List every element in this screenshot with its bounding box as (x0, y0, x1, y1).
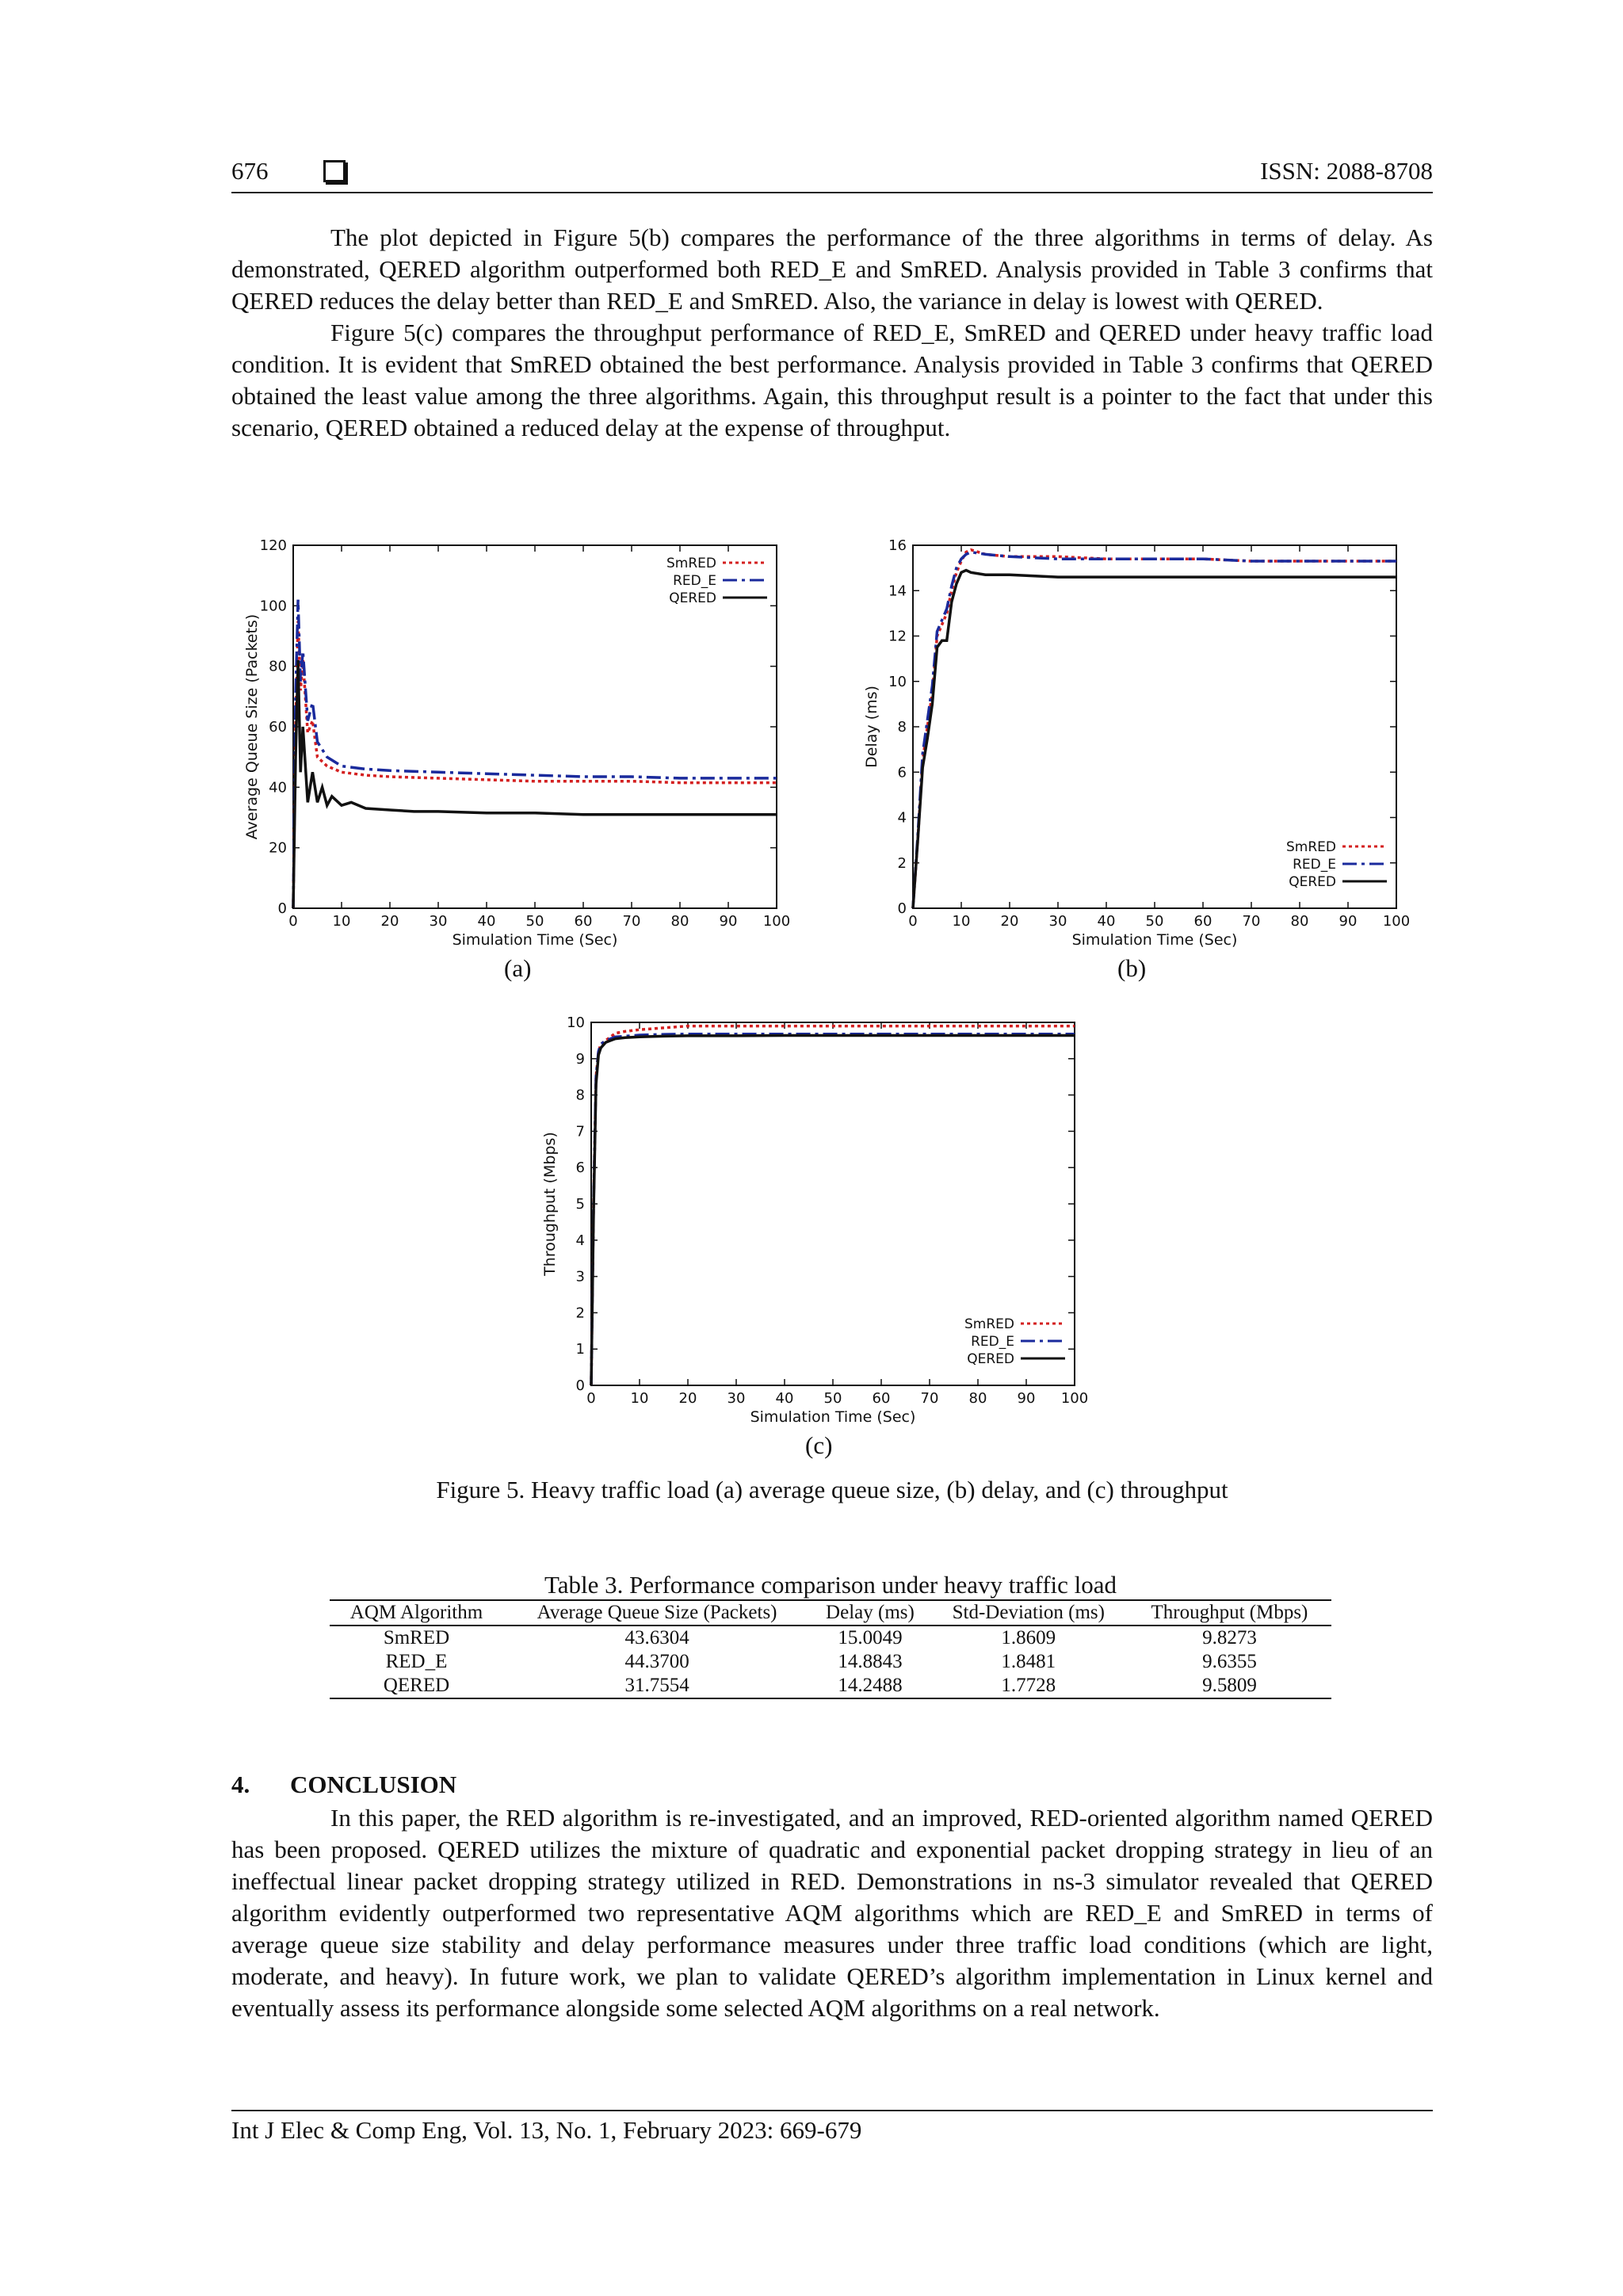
chart-a (238, 529, 808, 957)
x-tick-label: 60 (574, 913, 593, 930)
x-tick-label: 80 (968, 1390, 987, 1407)
conclusion-text (231, 1802, 1433, 2024)
y-tick-label: 120 (259, 537, 287, 554)
x-tick-label: 90 (1338, 913, 1358, 930)
column-header: Delay (ms) (826, 1602, 915, 1623)
y-axis-label: Throughput (Mbps) (541, 1132, 559, 1276)
table-cell: 9.6355 (1202, 1651, 1257, 1672)
y-tick-label: 0 (277, 900, 287, 917)
table-cell: 9.8273 (1202, 1627, 1257, 1648)
y-tick-label: 7 (575, 1123, 585, 1140)
y-tick-label: 1 (575, 1341, 585, 1358)
table-cell: QERED (383, 1675, 450, 1696)
y-tick-label: 0 (897, 900, 907, 917)
y-tick-label: 6 (897, 764, 907, 781)
x-tick-label: 60 (872, 1390, 891, 1407)
square-bullet-icon (323, 160, 346, 182)
y-tick-label: 5 (575, 1196, 585, 1213)
table-3 (330, 1571, 1331, 1699)
paragraph: The plot depicted in Figure 5(b) compares the performance of the three algorithms in terms of delay. As demonstrated, QERED algorithm outperformed both RED_E and SmRED. Analysis provided in Table 3 confirms that QERED reduces the delay better than RED_E and SmRED. Also, the variance in delay is lowest with QERED. (231, 223, 1433, 315)
series-line-smred (293, 621, 777, 908)
x-tick-label: 50 (823, 1390, 842, 1407)
table-cell: 1.8609 (1001, 1627, 1056, 1648)
table-cell: 43.6304 (624, 1627, 689, 1648)
legend-label: RED_E (971, 1334, 1014, 1350)
chart-c (536, 1007, 1106, 1435)
x-tick-label: 70 (622, 913, 641, 930)
table-row (330, 1650, 1331, 1674)
x-tick-label: 20 (380, 913, 399, 930)
x-tick-label: 30 (727, 1390, 746, 1407)
table-cell: 14.2488 (838, 1675, 903, 1696)
paragraph: In this paper, the RED algorithm is re-investigated, and an improved, RED-oriented algorithm named QERED has been proposed. QERED utilizes the mixture of quadratic and exponential packet dropping strategy in lieu of an ineffectual linear packet dropping strategy utilized in RED. Demonstrations in ns-3 simulator revealed that QERED algorithm evidently outperformed two representative AQM algorithms which are RED_E and SmRED in terms of average queue size stability and delay performance measures under three traffic load conditions (which are light, moderate, and heavy). In future work, we plan to validate QERED’s algorithm implementation in Linux kernel and eventually assess its performance alongside some selected AQM algorithms on a real network. (231, 1804, 1433, 2022)
y-tick-label: 6 (575, 1159, 585, 1177)
x-tick-label: 20 (678, 1390, 697, 1407)
legend-label: SmRED (1286, 839, 1336, 855)
column-header: AQM Algorithm (349, 1602, 483, 1623)
x-axis-label: Simulation Time (Sec) (750, 1408, 916, 1426)
legend-label: QERED (1289, 874, 1336, 890)
x-tick-label: 30 (1048, 913, 1067, 930)
x-tick-label: 100 (1382, 913, 1411, 930)
x-axis-label: Simulation Time (Sec) (1071, 931, 1238, 949)
chart-b-svg (857, 529, 1428, 957)
section-heading (231, 1771, 456, 1799)
y-tick-label: 16 (888, 537, 907, 554)
x-tick-label: 10 (630, 1390, 649, 1407)
subfigure-label-b: (b) (1117, 954, 1147, 982)
y-tick-label: 80 (269, 658, 287, 675)
y-axis-label: Delay (ms) (863, 686, 880, 768)
x-tick-label: 60 (1193, 913, 1212, 930)
series-line-rede (293, 600, 777, 908)
y-tick-label: 10 (567, 1014, 585, 1031)
issn: ISSN: 2088-8708 (1260, 157, 1433, 185)
x-tick-label: 50 (525, 913, 544, 930)
x-tick-label: 20 (1000, 913, 1019, 930)
table-cell: 15.0049 (838, 1627, 903, 1648)
x-tick-label: 40 (1097, 913, 1116, 930)
figure-caption: Figure 5. Heavy traffic load (a) average queue size, (b) delay, and (c) throughput (436, 1476, 1228, 1503)
table-row (330, 1626, 1331, 1650)
paragraph: Figure 5(c) compares the throughput performance of RED_E, SmRED and QERED under heavy traffic load condition. It is evident that SmRED obtained the best performance. Analysis provided in Table 3 confirms that QERED obtained the least value among the three algorithms. Again, this throughput result is a pointer to the fact that under this scenario, QERED obtained a reduced delay at the expense of throughput. (231, 319, 1433, 441)
y-tick-label: 40 (269, 779, 287, 797)
intro-text (231, 222, 1433, 444)
y-tick-label: 8 (575, 1087, 585, 1104)
x-tick-label: 80 (670, 913, 689, 930)
x-tick-label: 30 (429, 913, 448, 930)
y-tick-label: 2 (575, 1305, 585, 1322)
x-tick-label: 40 (775, 1390, 794, 1407)
chart-c-svg (536, 1007, 1106, 1435)
table-cell: 1.8481 (1001, 1651, 1056, 1672)
x-axis-label: Simulation Time (Sec) (452, 931, 618, 949)
page-header (231, 157, 1433, 193)
table-cell: 44.3700 (624, 1651, 689, 1672)
legend-label: QERED (669, 590, 716, 606)
page-number: 676 (231, 157, 269, 185)
x-tick-label: 0 (586, 1390, 596, 1407)
performance-table (330, 1599, 1331, 1699)
y-tick-label: 8 (897, 719, 907, 735)
x-tick-label: 0 (908, 913, 918, 930)
x-tick-label: 0 (288, 913, 298, 930)
table-cell: RED_E (385, 1651, 448, 1672)
section-title: CONCLUSION (290, 1771, 457, 1798)
legend-label: SmRED (964, 1316, 1014, 1332)
y-tick-label: 20 (269, 839, 287, 857)
y-tick-label: 4 (897, 809, 907, 827)
x-tick-label: 90 (1017, 1390, 1036, 1407)
table-cell: 1.7728 (1001, 1675, 1056, 1696)
table-cell: 14.8843 (838, 1651, 903, 1672)
x-tick-label: 40 (477, 913, 496, 930)
chart-a-svg (238, 529, 808, 957)
y-axis-label: Average Queue Size (Packets) (243, 613, 261, 840)
x-tick-label: 80 (1290, 913, 1309, 930)
subfigure-label-c: (c) (805, 1431, 833, 1459)
y-tick-label: 2 (897, 854, 907, 872)
table-cell: 31.7554 (624, 1675, 689, 1696)
x-tick-label: 100 (762, 913, 791, 930)
x-tick-label: 10 (952, 913, 971, 930)
legend-label: QERED (967, 1351, 1014, 1367)
table-row (330, 1674, 1331, 1698)
x-tick-label: 100 (1060, 1390, 1089, 1407)
x-tick-label: 70 (920, 1390, 939, 1407)
table-cell: SmRED (383, 1627, 450, 1648)
column-header: Throughput (Mbps) (1151, 1602, 1308, 1623)
table-cell: 9.5809 (1202, 1675, 1257, 1696)
legend-label: SmRED (666, 556, 716, 571)
y-tick-label: 9 (575, 1050, 585, 1068)
y-tick-label: 4 (575, 1232, 585, 1249)
page-footer: Int J Elec & Comp Eng, Vol. 13, No. 1, February 2023: 669-679 (231, 2110, 1433, 2145)
series-line-rede (591, 1034, 1075, 1385)
legend-label: RED_E (1293, 857, 1336, 873)
column-header: Std-Deviation (ms) (952, 1602, 1105, 1623)
x-tick-label: 70 (1242, 913, 1261, 930)
chart-b (857, 529, 1428, 957)
subfigure-label-a: (a) (504, 954, 532, 982)
series-line-qered (293, 660, 777, 908)
x-tick-label: 10 (332, 913, 351, 930)
y-tick-label: 3 (575, 1268, 585, 1286)
legend-label: RED_E (673, 573, 716, 589)
y-tick-label: 100 (259, 598, 287, 615)
table-header-row (330, 1600, 1331, 1626)
column-header: Average Queue Size (Packets) (537, 1602, 777, 1623)
y-tick-label: 10 (888, 673, 907, 690)
x-tick-label: 50 (1145, 913, 1164, 930)
y-tick-label: 14 (888, 583, 907, 600)
table-title: Table 3. Performance comparison under heavy traffic load (544, 1571, 1117, 1599)
y-tick-label: 0 (575, 1377, 585, 1394)
x-tick-label: 90 (719, 913, 738, 930)
y-tick-label: 12 (888, 628, 907, 645)
y-tick-label: 60 (269, 719, 287, 735)
series-line-qered (591, 1036, 1075, 1386)
section-number: 4. (231, 1771, 250, 1798)
